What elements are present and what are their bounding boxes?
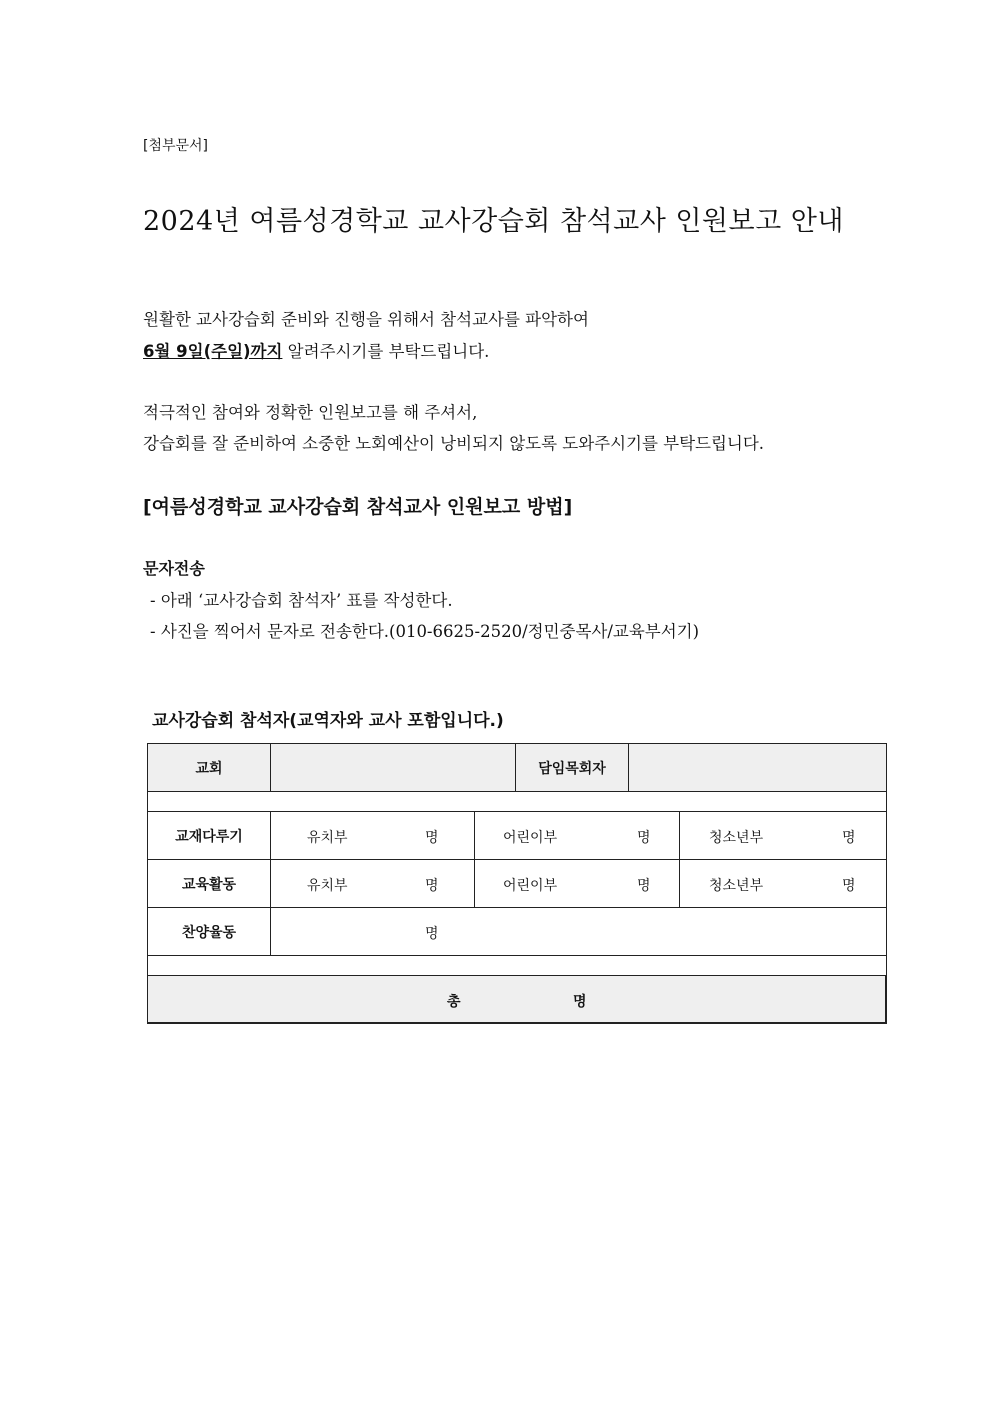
spacer-row-1	[147, 791, 887, 812]
intro-line-2-rest: 알려주시기를 부탁드립니다.	[282, 342, 490, 361]
church-label: 교회	[195, 760, 223, 777]
dept-label: 청소년부	[709, 830, 764, 846]
count-cell[interactable]	[679, 811, 887, 860]
pastor-label-cell	[515, 743, 629, 792]
unit-label: 명	[637, 878, 651, 894]
attachment-label: [첨부문서]	[143, 138, 209, 154]
dept-label: 청소년부	[709, 878, 764, 894]
praise-label: 찬양율동	[181, 924, 237, 941]
dept-label: 유치부	[307, 830, 348, 846]
row-label: 교재다루기	[175, 828, 243, 845]
row-label-cell	[147, 859, 271, 908]
church-label-cell	[147, 743, 271, 792]
dept-label: 유치부	[307, 878, 348, 894]
request-line-2: 강습회를 잘 준비하여 소중한 노회예산이 낭비되지 않도록 도와주시기를 부탁드립니다.	[143, 434, 765, 453]
method-heading: [여름성경학교 교사강습회 참석교사 인원보고 방법]	[143, 496, 573, 518]
unit-label: 명	[842, 878, 856, 894]
row-label-cell	[147, 811, 271, 860]
deadline-text: 6월 9일(주일)까지	[143, 342, 283, 361]
count-cell[interactable]	[679, 859, 887, 908]
pastor-input-cell[interactable]	[628, 743, 887, 792]
intro-line-2	[143, 338, 489, 362]
sms-step-2: - 사진을 찍어서 문자로 전송한다.(010-6625-2520/정민중목사/교육부서기)	[150, 622, 700, 641]
unit-label: 명	[425, 878, 439, 894]
praise-label-cell	[147, 907, 271, 956]
dept-label: 어린이부	[503, 830, 558, 846]
unit-label: 명	[637, 830, 651, 846]
count-cell[interactable]	[270, 811, 475, 860]
total-cell[interactable]	[147, 975, 887, 1024]
dept-label: 어린이부	[503, 878, 558, 894]
total-label: 총	[447, 994, 461, 1010]
church-input-cell[interactable]	[270, 743, 516, 792]
count-cell[interactable]	[474, 811, 680, 860]
sms-heading: 문자전송	[143, 559, 205, 578]
request-line-1: 적극적인 참여와 정확한 인원보고를 해 주셔서,	[143, 403, 478, 422]
spacer-row-2	[147, 955, 887, 976]
unit-label: 명	[425, 926, 439, 942]
unit-label: 명	[425, 830, 439, 846]
count-cell[interactable]	[474, 859, 680, 908]
intro-line-1: 원활한 교사강습회 준비와 진행을 위해서 참석교사를 파악하여	[143, 310, 589, 329]
pastor-label: 담임목회자	[538, 760, 606, 777]
unit-label: 명	[842, 830, 856, 846]
count-cell[interactable]	[270, 859, 475, 908]
row-label: 교육활동	[181, 876, 237, 893]
praise-count-cell[interactable]	[270, 907, 887, 956]
attendee-table	[147, 743, 887, 1024]
document-title: 2024년 여름성경학교 교사강습회 참석교사 인원보고 안내	[143, 206, 844, 237]
sms-step-1: - 아래 ‘교사강습회 참석자’ 표를 작성한다.	[150, 591, 453, 610]
table-caption: 교사강습회 참석자(교역자와 교사 포함입니다.)	[152, 711, 504, 731]
total-unit: 명	[573, 994, 587, 1010]
